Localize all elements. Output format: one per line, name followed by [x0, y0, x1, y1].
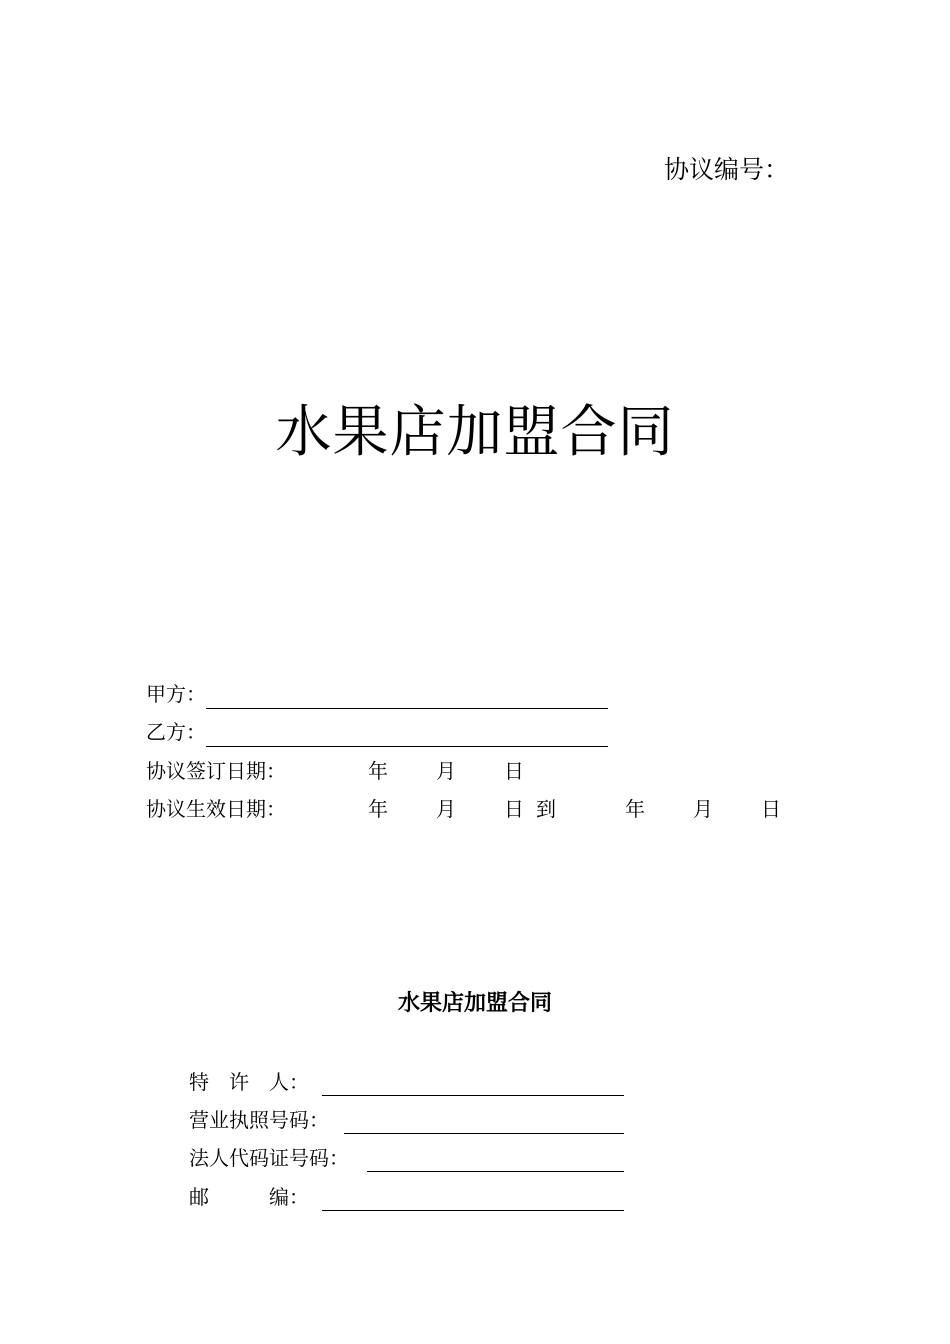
legal-entity-code-label: 法人代码证号码： [189, 1146, 349, 1170]
postal-code-blank[interactable] [322, 1188, 624, 1211]
effective-date-label: 协议生效日期： [146, 797, 286, 821]
party-a-blank[interactable] [206, 686, 608, 709]
business-license-label: 营业执照号码： [189, 1108, 329, 1132]
sign-year: 年 [368, 759, 388, 783]
party-b-row [146, 717, 608, 747]
business-license-blank[interactable] [344, 1111, 624, 1134]
contract-title: 水果店加盟合同 [275, 400, 675, 465]
effective-start-year: 年 [368, 797, 388, 821]
sign-month: 月 [436, 759, 456, 783]
party-b-label: 乙方： [146, 720, 206, 744]
effective-start-day: 日 [504, 797, 524, 821]
section-title: 水果店加盟合同 [397, 990, 552, 1016]
effective-start-month: 月 [436, 797, 456, 821]
postal-code-label: 邮 编： [189, 1185, 309, 1209]
postal-code-row [189, 1182, 629, 1212]
effective-date-row [146, 794, 846, 824]
effective-to: 到 [536, 797, 556, 821]
legal-entity-code-blank[interactable] [367, 1149, 624, 1172]
franchisor-row [189, 1067, 629, 1097]
franchisor-blank[interactable] [322, 1073, 624, 1096]
sign-date-row [146, 756, 846, 786]
franchisor-label: 特 许 人： [189, 1070, 309, 1094]
party-b-blank[interactable] [206, 724, 608, 747]
sign-date-label: 协议签订日期： [146, 759, 286, 783]
effective-end-month: 月 [693, 797, 713, 821]
effective-end-year: 年 [625, 797, 645, 821]
sign-day: 日 [504, 759, 524, 783]
party-a-label: 甲方： [146, 682, 206, 706]
legal-entity-code-row [189, 1143, 629, 1173]
effective-end-day: 日 [761, 797, 781, 821]
party-a-row [146, 679, 608, 709]
business-license-row [189, 1105, 629, 1135]
agreement-number-label: 协议编号： [664, 155, 790, 184]
